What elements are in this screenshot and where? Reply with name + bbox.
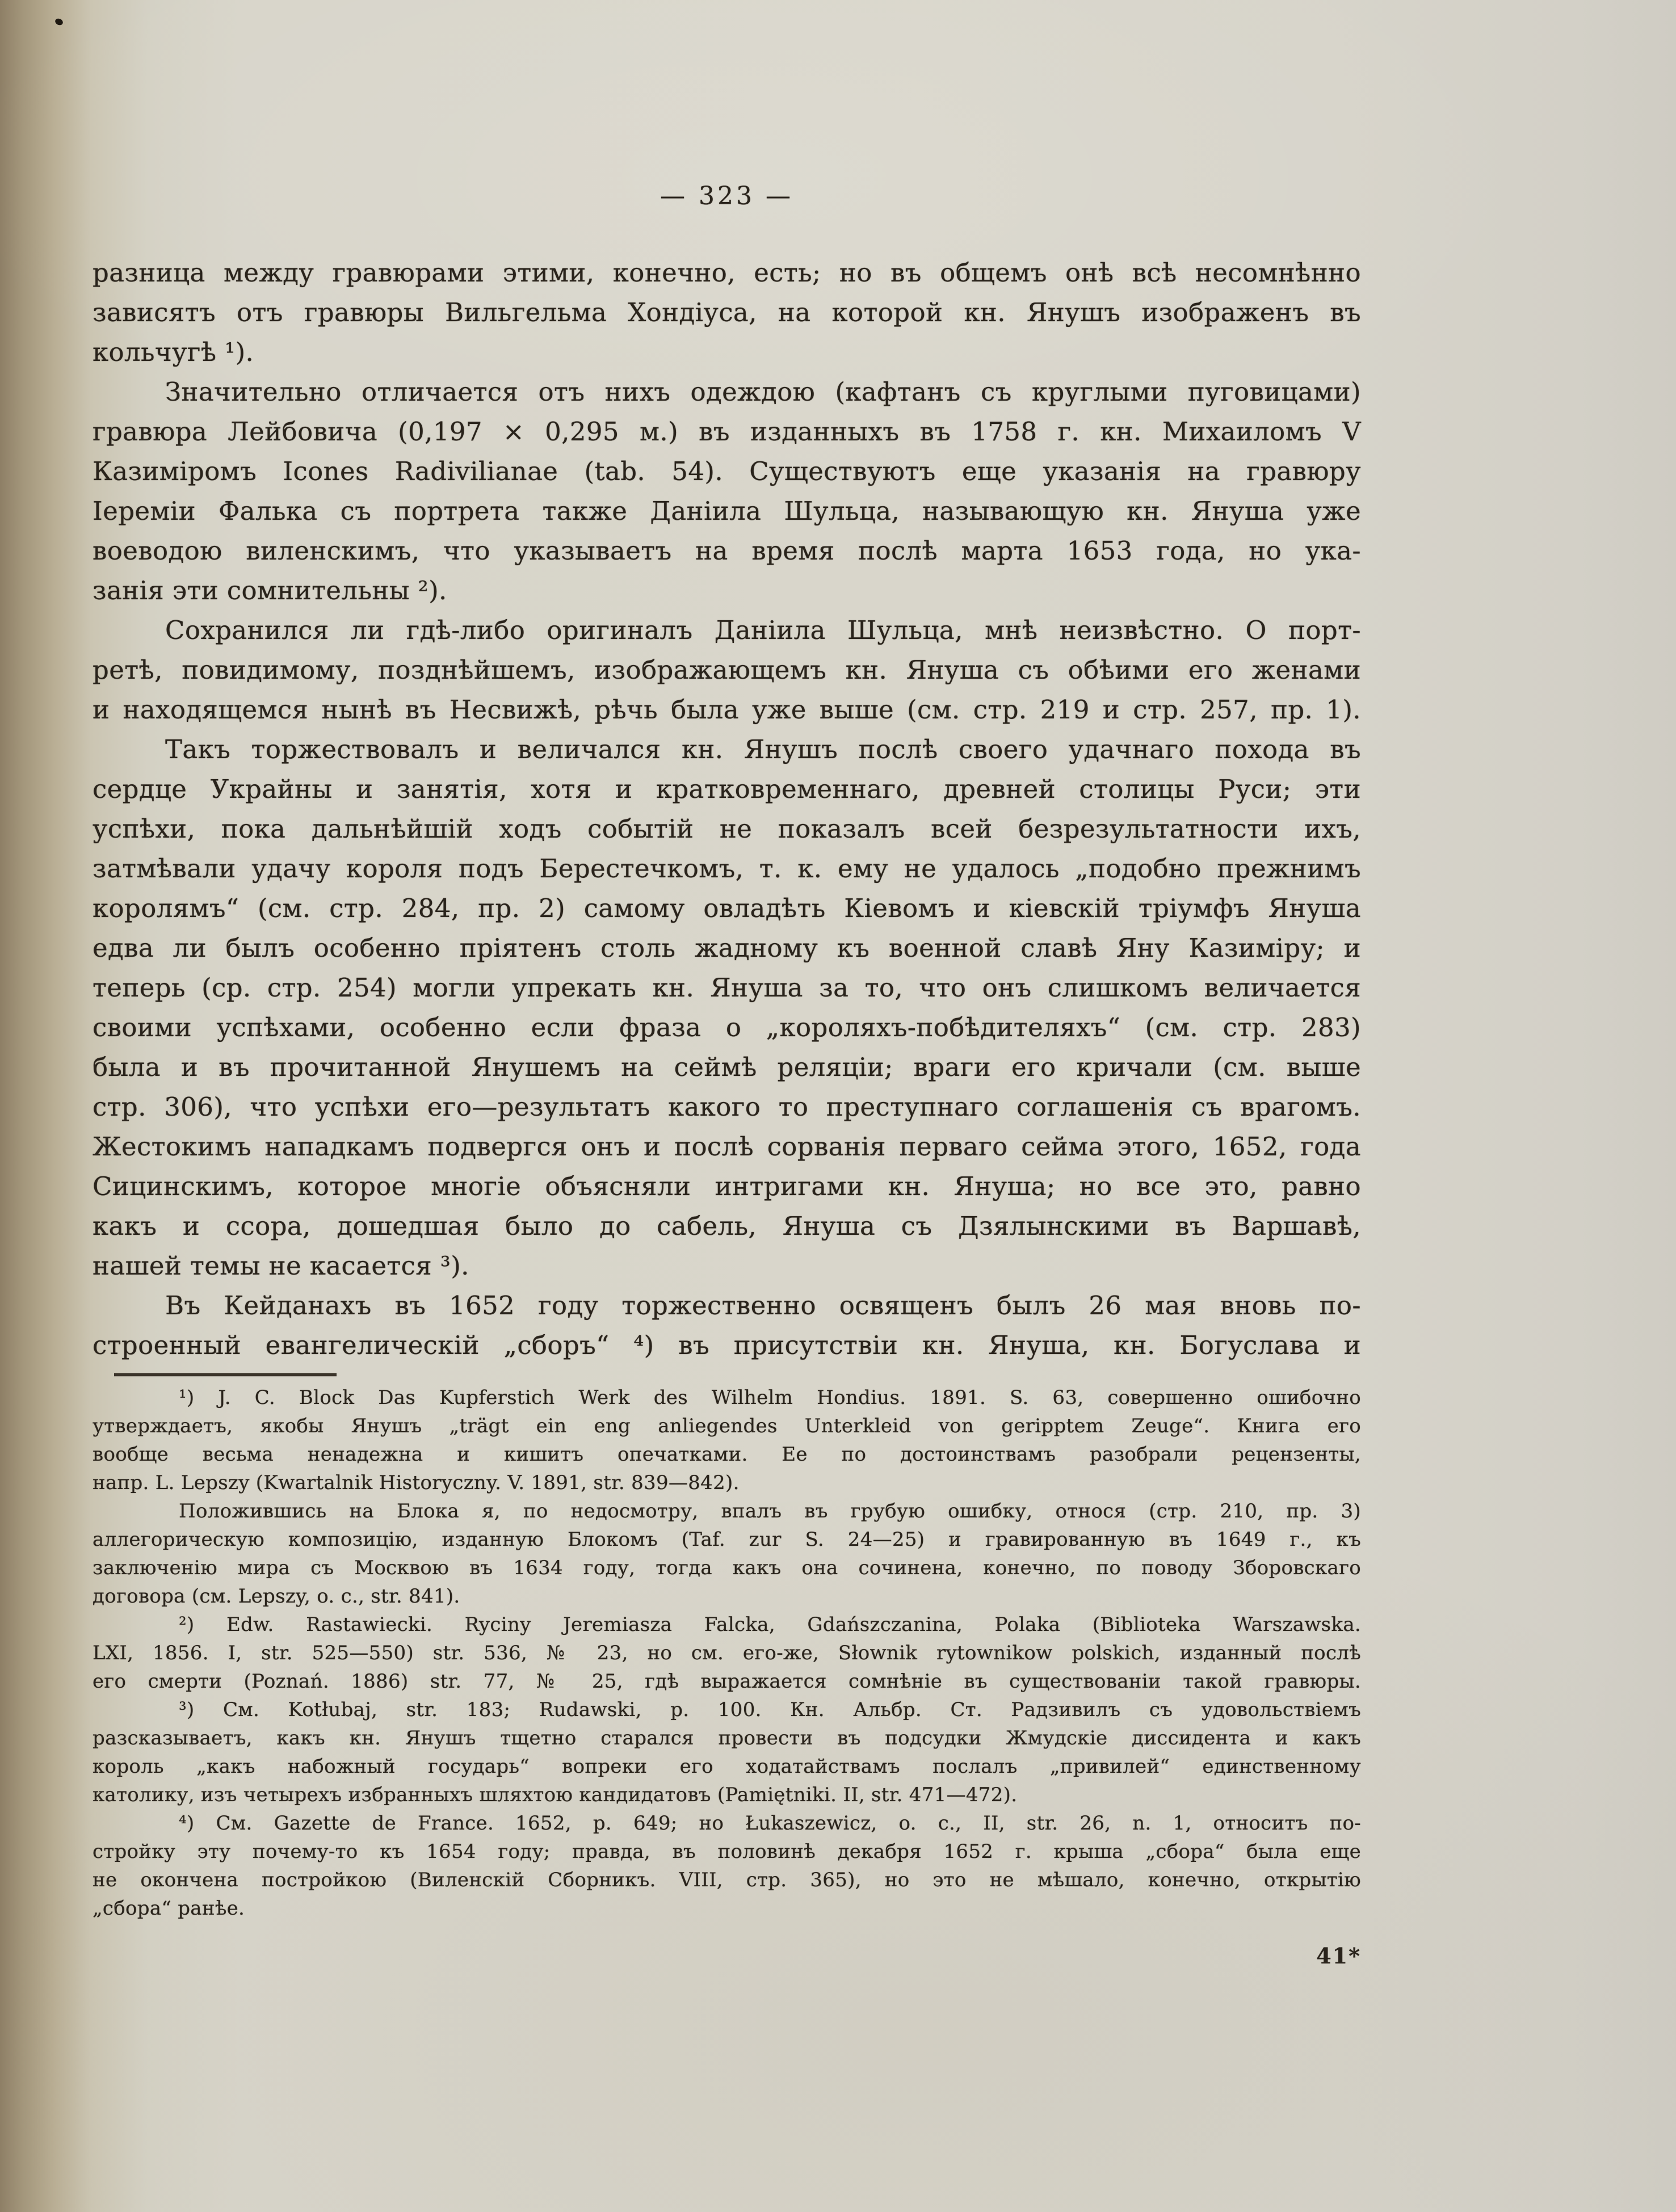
text-line: Жестокимъ нападкамъ подвергся онъ и послѣ сорванія перваго сейма этого, 1652, года [93, 1132, 1361, 1162]
footnote [93, 1696, 1361, 1809]
footnote-line: разсказываетъ, какъ кн. Янушъ тщетно старался провести въ подсудки Жмудскіе диссидента и какъ [93, 1727, 1361, 1750]
text-line: Сицинскимъ, которое многіе объясняли интригами кн. Януша; но все это, равно [93, 1171, 1361, 1201]
text-line: своими успѣхами, особенно если фраза о „короляхъ-побѣдителяхъ“ (см. стр. 283) [93, 1012, 1361, 1042]
footnote-line: стройку эту почему-то къ 1654 году; правда, въ половинѣ декабря 1652 г. крыша „сбора“ была еще [93, 1840, 1361, 1863]
text-line: гравюра Лейбовича (0,197 × 0,295 м.) въ изданныхъ въ 1758 г. кн. Михаиломъ V [93, 417, 1361, 447]
text-line: разница между гравюрами этими, конечно, есть; но въ общемъ онѣ всѣ несомнѣнно [93, 258, 1361, 288]
footnote-line: католику, изъ четырехъ избранныхъ шляхтою кандидатовъ (Pamiętniki. II, str. 471—472). [93, 1784, 1018, 1806]
text-line: зависятъ отъ гравюры Вильгельма Хондіуса, на которой кн. Янушъ изображенъ въ [93, 297, 1361, 327]
text-line: кольчугѣ ¹). [93, 337, 254, 367]
text-line: Такъ торжествовалъ и величался кн. Янушъ послѣ своего удачнаго похода въ [165, 734, 1361, 764]
footnote-line: ¹) J. C. Block Das Kupferstich Werk des Wilhelm Hondius. 1891. S. 63, совершенно ошибочно [179, 1386, 1361, 1409]
footnote-line: договора (см. Lepszy, o. c., str. 841). [93, 1585, 460, 1608]
text-line: нашей темы не касается ³). [93, 1251, 469, 1281]
text-line: Казиміромъ Icones Radivilianae (tab. 54). Существуютъ еще указанія на гравюру [93, 456, 1361, 486]
footnote-line: заключенію мира съ Москвою въ 1634 году, тогда какъ она сочинена, конечно, по поводу Зборовскаго [93, 1557, 1361, 1579]
footnote-line: LXI, 1856. I, str. 525—550) str. 536, № 23, но см. его-же, Słownik rytownikow polskich, изданный послѣ [93, 1642, 1361, 1664]
footnote-line: его смерти (Poznań. 1886) str. 77, № 25, гдѣ выражается сомнѣніе въ существованіи такой гравюры. [93, 1670, 1361, 1693]
text-line: теперь (ср. стр. 254) могли упрекать кн. Януша за то, что онъ слишкомъ величается [93, 973, 1361, 1003]
text-line: Іереміи Фалька съ портрета также Даніила Шульца, называющую кн. Януша уже [93, 496, 1361, 526]
footnote-line: ³) См. Kotłubaj, str. 183; Rudawski, p. 100. Кн. Альбр. Ст. Радзивилъ съ удовольствіемъ [179, 1698, 1361, 1721]
footnote [93, 1610, 1361, 1696]
text-line: какъ и ссора, дошедшая было до сабель, Януша съ Дзялынскими въ Варшавѣ, [93, 1211, 1361, 1241]
text-line: едва ли былъ особенно пріятенъ столь жадному къ военной славѣ Яну Казиміру; и [93, 933, 1361, 963]
text-line: Сохранился ли гдѣ-либо оригиналъ Даніила Шульца, мнѣ неизвѣстно. О порт- [165, 615, 1361, 645]
footnote-line: не окончена постройкою (Виленскій Сборникъ. VIII, стр. 365), но это не мѣшало, конечно, открытію [93, 1869, 1361, 1891]
footnote-line: утверждаетъ, якобы Янушъ „trägt ein eng anliegendes Unterkleid von geripptem Zeuge“. Книга его [93, 1415, 1361, 1437]
text-line: строенный евангелическій „сборъ“ ⁴) въ присутствіи кн. Януша, кн. Богуслава и [93, 1330, 1361, 1360]
footnote-line: король „какъ набожный государь“ вопреки его ходатайствамъ послалъ „привилей“ единственному [93, 1755, 1361, 1778]
footnote-line: ²) Edw. Rastawiecki. Ryciny Jeremiasza Falcka, Gdańszczanina, Polaka (Biblioteka Warszawska. [179, 1613, 1361, 1636]
paragraph [93, 1286, 1361, 1365]
paragraph [93, 253, 1361, 372]
paragraph [93, 372, 1361, 611]
text-line: сердце Украйны и занятія, хотя и кратковременнаго, древней столицы Руси; эти [93, 774, 1361, 804]
footnote [93, 1809, 1361, 1923]
paper-speck [54, 18, 64, 27]
text-line: стр. 306), что успѣхи его—результатъ какого то преступнаго соглашенія съ врагомъ. [93, 1092, 1361, 1122]
text-line: была и въ прочитанной Янушемъ на сеймѣ реляціи; враги его кричали (см. выше [93, 1052, 1361, 1082]
footnote-line: вообще весьма ненадежна и кишитъ опечатками. Ее по достоинствамъ разобрали рецензенты, [93, 1443, 1361, 1466]
footnote-line: напр. L. Lepszy (Kwartalnik Historyczny. V. 1891, str. 839—842). [93, 1471, 740, 1494]
footnotes-section [93, 1383, 1361, 1923]
text-line: успѣхи, пока дальнѣйшій ходъ событій не показалъ всей безрезультатности ихъ, [93, 814, 1361, 844]
text-line: ретѣ, повидимому, позднѣйшемъ, изображающемъ кн. Януша съ обѣими его женами [93, 655, 1361, 685]
footnote-line: ⁴) См. Gazette de France. 1652, p. 649; но Łukaszewicz, o. c., II, str. 26, n. 1, относитъ по- [179, 1812, 1361, 1835]
text-line: Въ Кейданахъ въ 1652 году торжественно освященъ былъ 26 мая вновь по- [165, 1290, 1361, 1321]
footnote [93, 1383, 1361, 1497]
text-line: и находящемся нынѣ въ Несвижѣ, рѣчь была уже выше (см. стр. 219 и стр. 257, пр. 1). [93, 695, 1361, 725]
footnote [93, 1497, 1361, 1610]
page-number: — 323 — [660, 182, 793, 211]
text-line: воеводою виленскимъ, что указываетъ на время послѣ марта 1653 года, но ука- [93, 536, 1361, 566]
paragraph [93, 611, 1361, 730]
text-line: Значительно отличается отъ нихъ одеждою (кафтанъ съ круглыми пуговицами) [165, 377, 1361, 407]
text-line: затмѣвали удачу короля подъ Берестечкомъ, т. к. ему не удалось „подобно прежнимъ [93, 853, 1361, 884]
text-line: королямъ“ (см. стр. 284, пр. 2) самому овладѣть Кіевомъ и кіевскій тріумфъ Януша [93, 893, 1361, 923]
footnote-line: аллегорическую композицію, изданную Блокомъ (Taf. zur S. 24—25) и гравированную въ 1649 г., къ [93, 1528, 1361, 1551]
paragraph [93, 730, 1361, 1286]
text-line: занія эти сомнительны ²). [93, 575, 447, 605]
main-text [93, 253, 1361, 1976]
page-signature: 41* [1316, 1943, 1361, 1969]
footnote-line: Положившись на Блока я, по недосмотру, впалъ въ грубую ошибку, относя (стр. 210, пр. 3) [179, 1500, 1361, 1523]
footnote-separator [114, 1373, 337, 1376]
footnote-line: „сбора“ ранѣе. [93, 1897, 245, 1920]
